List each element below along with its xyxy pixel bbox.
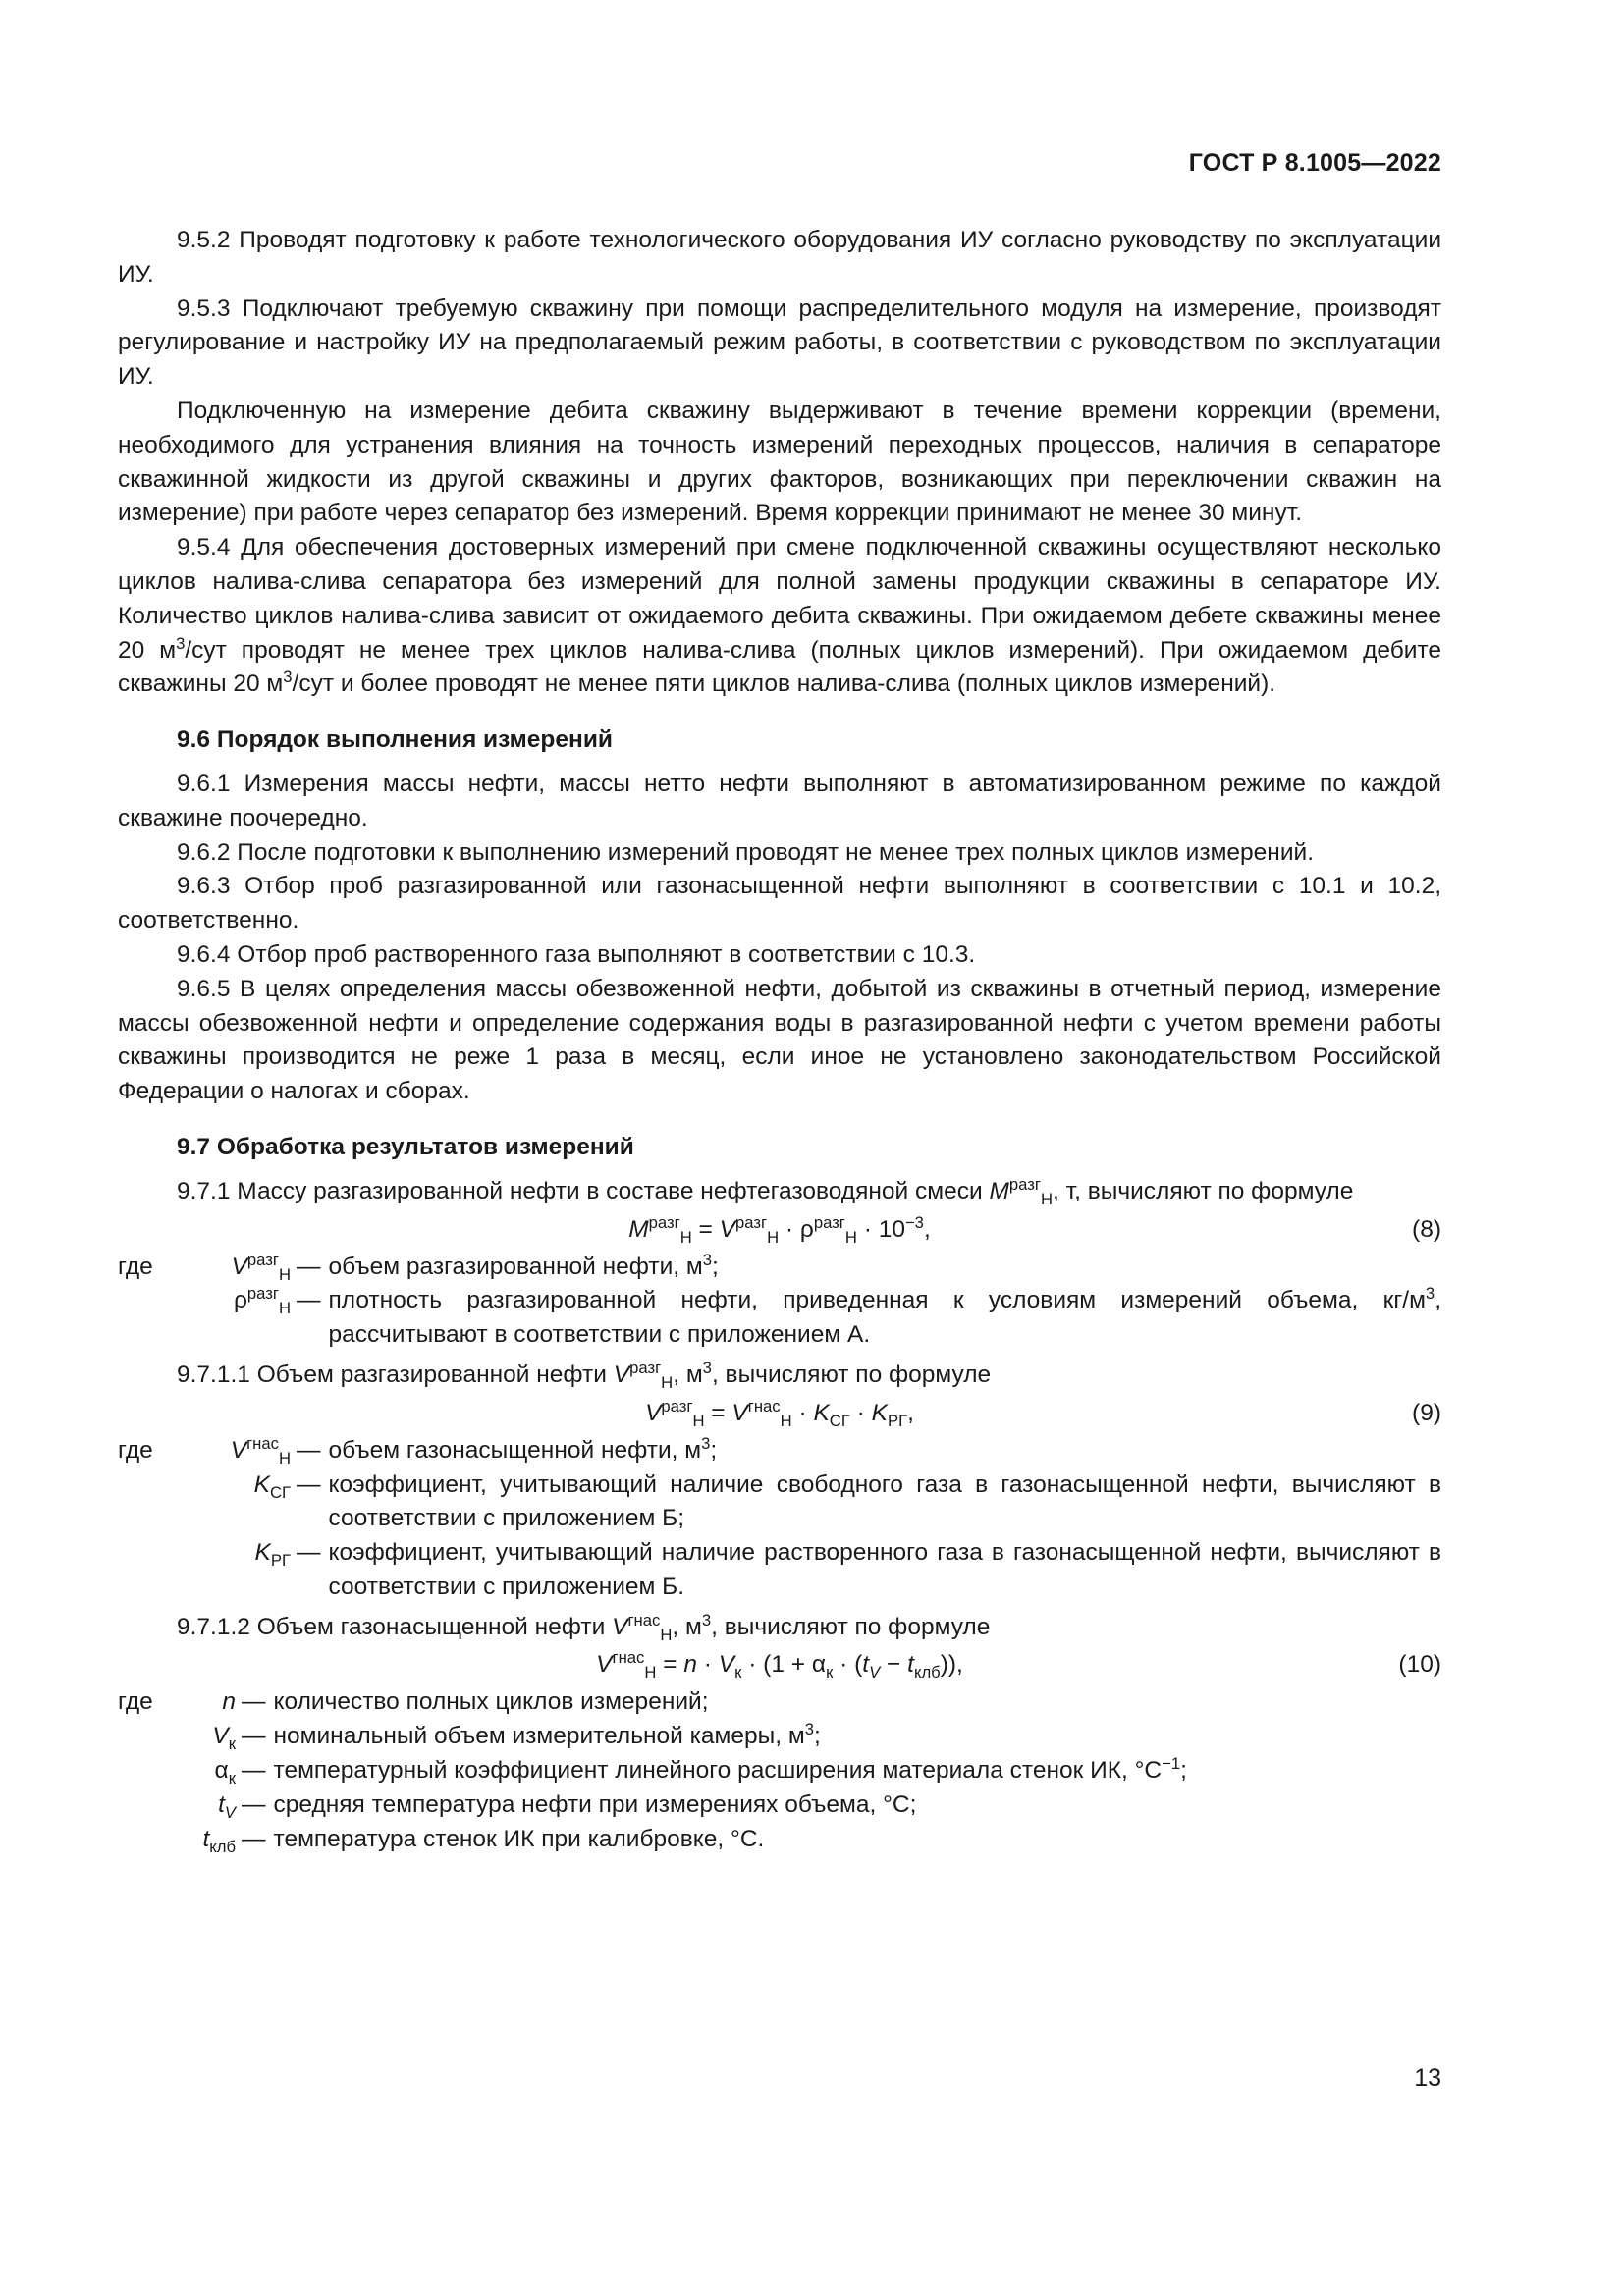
clause-9-6-5: 9.6.5 В целях определения массы обезвоженной нефти, добытой из скважины в отчетный период, измерение массы обезвоженной нефти и определение содержания воды в разгазированной нефти с учетом времени работы скважины производится не реже 1 раза в месяц, если иное не установлено законодательством Российской Федерации о налогах и сборах. [118, 975, 1441, 1105]
clause-9-6-1: 9.6.1 Измерения массы нефти, массы нетто нефти выполняют в автоматизированном режиме по каждой скважине поочередно. [118, 770, 1441, 831]
legend-8-row-rho: $\rho^{разг}_Н$ — плотность разгазированной нефти, приведенная к условиям измерений объема, $кг/м^3$, рассчитывают в соответствии с приложением А. [233, 1284, 1441, 1349]
section-9-6-heading: 9.6 Порядок выполнения измерений [177, 726, 613, 754]
formula-10 [118, 1644, 1441, 1685]
legend-8-row-v: где $V^{разг}_Н$ — объем разгазированной нефти, $м^3$; [118, 1250, 719, 1284]
section-9-7-heading: 9.7 Обработка результатов измерений [177, 1133, 634, 1160]
formula-10-number: (10) [1398, 1651, 1441, 1679]
page-number: 13 [1414, 2064, 1441, 2092]
clause-9-5-3-continued: Подключенную на измерение дебита скважину выдерживают в течение времени коррекции (времени, необходимого для устранения влияния на точность измерений переходных процессов, наличия в сепараторе скважинной жидкости из другой скважины и других факторов, возникающих при переключении скважин на измерение) при работе через сепаратор без измерений. Время коррекции принимают не менее 30 минут. [118, 397, 1441, 527]
legend-9-row-ksg: $K_{СГ}$ — коэффициент, учитывающий наличие свободного газа в газонасыщенной нефти, вычисляют в соответствии с приложением Б; [253, 1470, 1441, 1532]
document-body [118, 224, 1441, 1856]
clause-9-5-2: 9.5.2 Проводят подготовку к работе технологического оборудования ИУ согласно руководству по эксплуатации ИУ. [118, 227, 1441, 288]
clause-9-5-4: 9.5.4 Для обеспечения достоверных измерений при смене подключенной скважины осуществляют несколько циклов налива-слива сепаратора без измерений для полной замены продукции скважины в сепараторе ИУ. Количество циклов налива-слива зависит от ожидаемого дебита скважины. При ожидаемом дебете скважины менее 20 $м^3$/сут проводят не менее трех циклов налива-слива (полных циклов измерений). При ожидаемом дебите скважины 20 $м^3$/сут и более проводят не менее пяти циклов налива-слива (полных циклов измерений). [118, 534, 1442, 698]
formula-8-expression: $M^{разг}_Н = V^{разг}_Н \cdot \rho^{разг}_Н \cdot 10^{-3}$, [628, 1212, 931, 1247]
clause-9-7-1: 9.7.1 Массу разгазированной нефти в составе нефтегазоводяной смеси $M^{разг}_Н$, т, вычисляют по формуле [177, 1174, 1354, 1208]
formula-9 [118, 1393, 1441, 1434]
legend-9-row-krg: $K_{РГ}$ — коэффициент, учитывающий наличие растворенного газа в газонасыщенной нефти, вычисляют в соответствии с приложением Б. [254, 1539, 1441, 1600]
clause-9-7-1-2: 9.7.1.2 Объем газонасыщенной нефти $V^{гнас}_Н$, $м^3$, вычисляют по формуле [177, 1610, 991, 1644]
clause-9-5-3: 9.5.3 Подключают требуемую скважину при помощи распределительного модуля на измерение, производят регулирование и настройку ИУ на предполагаемый режим работы, в соответствии с руководством по эксплуатации ИУ. [118, 294, 1441, 391]
formula-8 [118, 1209, 1441, 1251]
clause-9-6-4: 9.6.4 Отбор проб растворенного газа выполняют в соответствии с 10.3. [177, 940, 976, 968]
clause-9-6-2: 9.6.2 После подготовки к выполнению измерений проводят не менее трех полных циклов измерений. [177, 838, 1315, 866]
legend-10-row-n: где n — количество полных циклов измерений; [118, 1688, 709, 1716]
legend-10-row-vk: $V_к$ — номинальный объем измерительной камеры, $м^3$; [212, 1720, 821, 1754]
clause-9-6-3: 9.6.3 Отбор проб разгазированной или газонасыщенной нефти выполняют в соответствии с 10.1 и 10.2, соответственно. [118, 873, 1441, 934]
clause-9-7-1-1: 9.7.1.1 Объем разгазированной нефти $V^{разг}_Н$, $м^3$, вычисляют по формуле [177, 1358, 992, 1392]
formula-10-expression: $V^{гнас}_Н = n \cdot V_к \cdot (1 + \alpha_к \cdot (t_V - t_{клб}))$, [596, 1648, 963, 1682]
legend-10-row-tklb: $t_{клб}$ — температура стенок ИК при калибровке, °С. [202, 1825, 765, 1856]
legend-10-row-alpha: $\alpha_к$ — температурный коэффициент линейного расширения материала стенок ИК, $^\circ С^{-1}$; [214, 1753, 1187, 1788]
formula-9-expression: $V^{разг}_Н = V^{гнас}_Н \cdot K_{СГ} \cdot K_{РГ}$, [645, 1396, 914, 1430]
standard-header: ГОСТ Р 8.1005—2022 [1188, 149, 1441, 177]
formula-9-number: (9) [1412, 1399, 1441, 1426]
legend-9-row-v: где $V^{гнас}_Н$ — объем газонасыщенной нефти, $м^3$; [118, 1433, 718, 1468]
formula-8-number: (8) [1412, 1215, 1441, 1243]
legend-10-row-tv: $t_V$ — средняя температура нефти при измерениях объема, °С; [218, 1790, 917, 1822]
